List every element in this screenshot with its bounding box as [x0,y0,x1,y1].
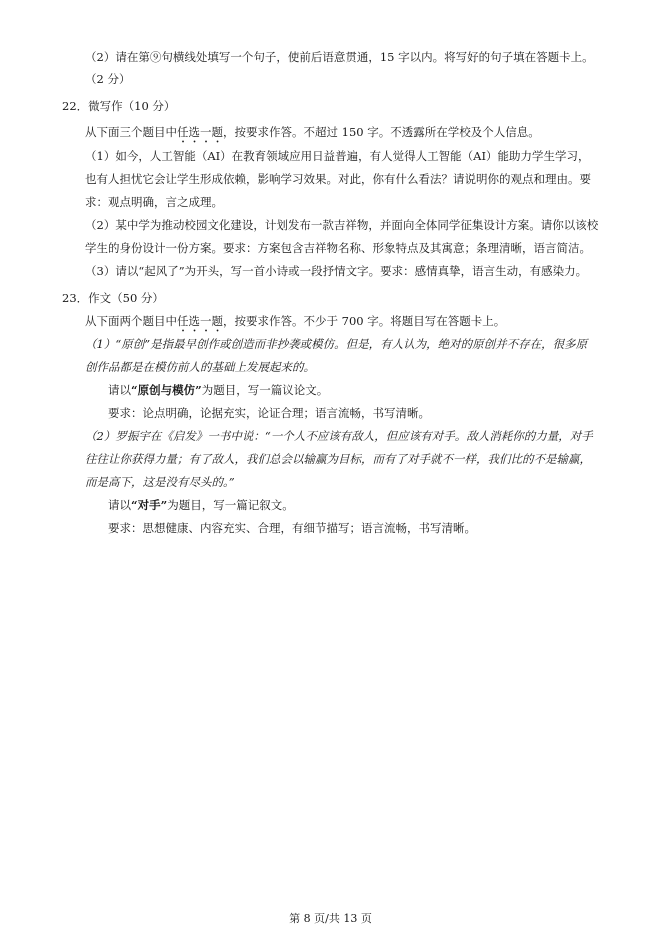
q22-option-1-line3: 求：观点明确，言之成理。 [85,195,223,209]
essay-title-2: “对手” [131,498,168,512]
q22-instruction: 从下面三个题目中任选一题，按要求作答。不超过 150 字。不透露所在学校及个人信息。 [85,125,540,139]
q22-heading: 22．微写作（10 分） [62,99,176,113]
q23-option-2-prompt: 请以“对手”为题目，写一篇记叙文。 [108,498,294,512]
q22-option-2-line1: （2）某中学为推动校园文化建设，计划发布一款吉祥物，并面向全体同学征集设计方案。请你以该校 [85,218,599,232]
q23-instruction: 从下面两个题目中任选一题，按要求作答。不少于 700 字。将题目写在答题卡上。 [85,314,506,328]
q23-option-2-line1: （2）罗振宇在《启发》一书中说：“一个人不应该有敌人，但应该有对手。敌人消耗你的力量，对手 [85,429,593,443]
q23-option-1-line1: （1）“原创”是指最早创作或创造而非抄袭或模仿。但是，有人认为，绝对的原创并不存在，很多原 [85,337,588,351]
q23-option-2-line3: 而是高下，这是没有尽头的。” [85,475,235,489]
q23-option-1-line2: 创作品都是在模仿前人的基础上发展起来的。 [85,360,315,374]
q23-option-1-requirements: 要求：论点明确，论据充实，论证合理；语言流畅，书写清晰。 [108,406,430,420]
q23-option-2-requirements: 要求：思想健康、内容充实、合理，有细节描写；语言流畅，书写清晰。 [108,521,476,535]
q21-2-text: （2）请在第⑨句横线处填写一个句子，使前后语意贯通，15 字以内。将写好的句子填在答题卡上。 [85,50,594,64]
q23-heading: 23．作文（50 分） [62,291,164,305]
q21-2-score: （2 分） [85,72,131,86]
essay-title-1: “原创与模仿” [131,383,202,397]
q23-option-2-line2: 往往让你获得力量；有了敌人，我们总会以输赢为目标，而有了对手就不一样，我们比的不是输赢， [85,452,591,466]
emphasis-choose-one: 任选一题 [177,125,223,139]
q22-option-2-line2: 学生的身份设计一份方案。要求：方案包含吉祥物名称、形象特点及其寓意；条理清晰，语言简洁。 [85,241,591,255]
emphasis-choose-one: 任选一题 [177,314,223,328]
q22-option-3: （3）请以“起风了”为开头，写一首小诗或一段抒情文字。要求：感情真挚，语言生动，有感染力。 [85,264,588,278]
q22-option-1-line2: 也有人担忧它会让学生形成依赖，影响学习效果。对此，你有什么看法？请说明你的观点和理由。要 [85,172,591,186]
page-footer: 第 8 页/共 13 页 [289,912,372,925]
q22-option-1-line1: （1）如今，人工智能（AI）在教育领域应用日益普遍，有人觉得人工智能（AI）能助力学生学习， [85,149,590,163]
q23-option-1-prompt: 请以“原创与模仿”为题目，写一篇议论文。 [108,383,329,397]
